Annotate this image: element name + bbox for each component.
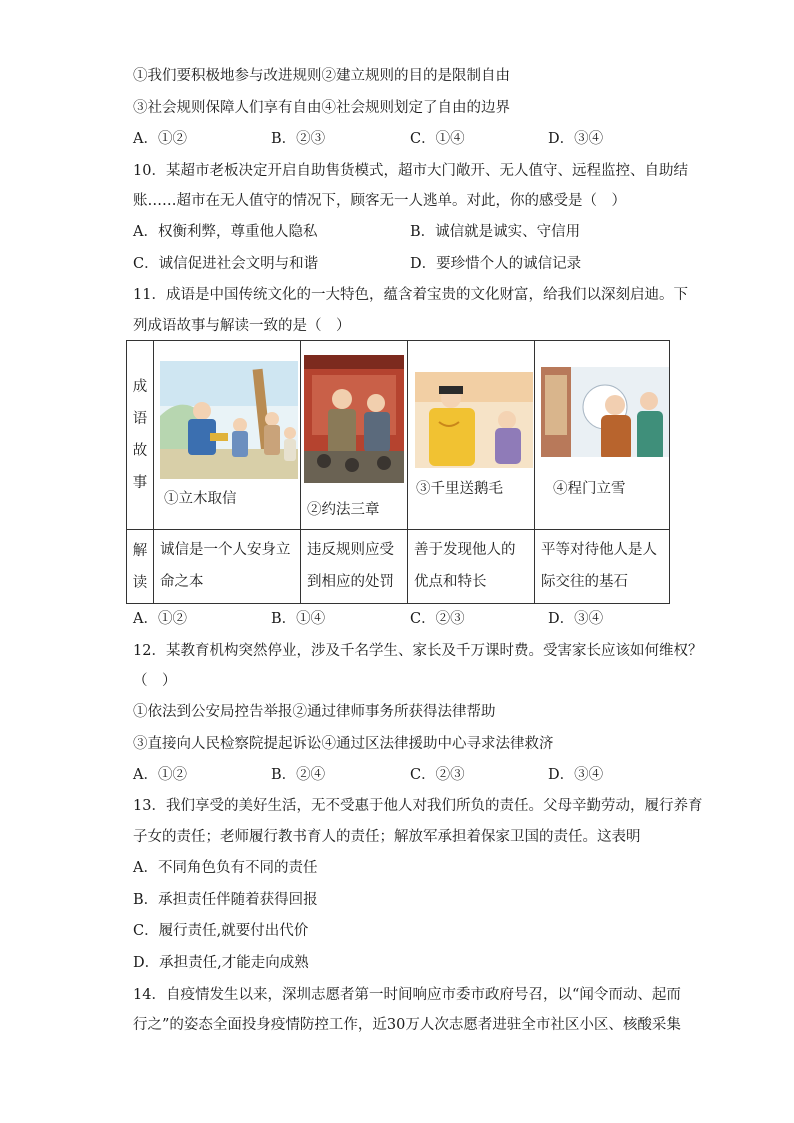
idiom-interp-header — [127, 530, 154, 604]
idiom-cell-2 — [301, 341, 408, 530]
q12-stem-line2: （ ） — [133, 673, 177, 689]
liumu-quxin-illustration — [160, 361, 298, 479]
interp-line: 到相应的处罚 — [307, 574, 394, 590]
q9-option-d[interactable]: D．③④ — [548, 131, 604, 147]
q12-option-a[interactable]: A．①② — [133, 767, 187, 783]
header-char: 成 — [132, 379, 148, 395]
q10-stem-line2: 账……超市在无人值守的情况下，顾客无一人逃单。对此，你的感受是（ ） — [133, 193, 626, 209]
q9-option-a[interactable]: A．①② — [133, 131, 187, 147]
header-char: 读 — [132, 574, 148, 591]
q10-option-a[interactable]: A．权衡利弊，尊重他人隐私 — [133, 224, 318, 240]
q14-stem-line1: 14．自疫情发生以来，深圳志愿者第一时间响应市委市政府号召，以“闻令而动、起而 — [133, 987, 681, 1003]
interp-line: 平等对待他人是人 — [541, 542, 657, 558]
idiom-story-3: ③千里送鹅毛 — [416, 481, 503, 497]
q13-stem-line2: 子女的责任；老师履行教书育人的责任；解放军承担着保家卫国的责任。这表明 — [133, 829, 641, 845]
yuefa-sanzhang-illustration — [304, 355, 404, 483]
q12-statements-a: ①依法到公安局控告举报②通过律师事务所获得法律帮助 — [133, 704, 496, 720]
q10-stem-line1: 10．某超市老板决定开启自助售货模式，超市大门敞开、无人值守、远程监控、自助结 — [133, 163, 688, 179]
chengmen-lixue-illustration — [541, 367, 669, 469]
q11-stem-line1: 11．成语是中国传统文化的一大特色，蕴含着宝贵的文化财富，给我们以深刻启迪。下 — [133, 287, 688, 303]
q10-option-d[interactable]: D．要珍惜个人的诚信记录 — [410, 256, 582, 272]
q12-option-d[interactable]: D．③④ — [548, 767, 604, 783]
idiom-story-4: ④程门立雪 — [553, 481, 626, 497]
idiom-story-header — [127, 341, 154, 530]
q9-statements-b: ③社会规则保障人们享有自由④社会规则划定了自由的边界 — [133, 100, 510, 116]
interp-line: 违反规则应受 — [307, 542, 394, 558]
q10-option-c[interactable]: C．诚信促进社会文明与和谐 — [133, 256, 319, 272]
q12-stem-line1: 12．某教育机构突然停业，涉及千名学生、家长及千万课时费。受害家长应该如何维权？ — [133, 643, 703, 659]
interp-line: 际交往的基石 — [541, 574, 628, 590]
q11-options — [133, 609, 673, 629]
q11-option-b[interactable]: B．①④ — [271, 611, 326, 627]
q11-option-a[interactable]: A．①② — [133, 611, 187, 627]
q11-stem-line2: 列成语故事与解读一致的是（ ） — [133, 318, 351, 334]
q13-option-b[interactable]: B．承担责任伴随着获得回报 — [133, 892, 318, 908]
header-char: 故 — [132, 443, 148, 459]
q14-stem-line2: 行之”的姿态全面投身疫情防控工作，近30万人次志愿者进驻全市社区小区、核酸采集 — [133, 1017, 681, 1033]
idiom-interp-2 — [301, 530, 408, 604]
q11-option-c[interactable]: C．②③ — [410, 611, 465, 627]
idiom-interp-3 — [408, 530, 535, 604]
q10-option-b[interactable]: B．诚信就是诚实、守信用 — [410, 224, 581, 240]
interp-line: 诚信是一个人安身立 — [160, 542, 291, 558]
q9-statements-a: ①我们要积极地参与改进规则②建立规则的目的是限制自由 — [133, 68, 510, 84]
q13-option-c[interactable]: C．履行责任,就要付出代价 — [133, 923, 309, 939]
q13-option-d[interactable]: D．承担责任,才能走向成熟 — [133, 955, 309, 971]
q11-option-d[interactable]: D．③④ — [548, 611, 604, 627]
idiom-cell-3 — [408, 341, 535, 530]
idiom-table — [126, 340, 670, 604]
interp-line: 命之本 — [160, 574, 204, 590]
q10-options-row1 — [133, 222, 673, 242]
q9-option-b[interactable]: B．②③ — [271, 131, 326, 147]
idiom-cell-1 — [154, 341, 301, 530]
q9-options — [133, 129, 673, 149]
q13-option-a[interactable]: A．不同角色负有不同的责任 — [133, 860, 318, 876]
header-char: 事 — [132, 475, 148, 491]
qianli-songemao-illustration — [415, 372, 533, 468]
header-char: 语 — [132, 411, 148, 427]
idiom-interp-1 — [154, 530, 301, 604]
q12-option-b[interactable]: B．②④ — [271, 767, 326, 783]
q13-stem-line1: 13．我们享受的美好生活，无不受惠于他人对我们所负的责任。父母辛勤劳动，履行养育 — [133, 798, 703, 814]
q12-option-c[interactable]: C．②③ — [410, 767, 465, 783]
idiom-story-1: ①立木取信 — [164, 491, 237, 507]
interp-line: 优点和特长 — [414, 574, 487, 590]
idiom-interp-4 — [535, 530, 670, 604]
idiom-cell-4 — [535, 341, 670, 530]
q12-options — [133, 765, 673, 785]
q10-options-row2 — [133, 254, 673, 274]
header-char: 解 — [132, 542, 148, 559]
q12-statements-b: ③直接向人民检察院提起诉讼④通过区法律援助中心寻求法律救济 — [133, 736, 554, 752]
q9-option-c[interactable]: C．①④ — [410, 131, 465, 147]
idiom-story-2: ②约法三章 — [307, 502, 380, 518]
interp-line: 善于发现他人的 — [414, 542, 516, 558]
